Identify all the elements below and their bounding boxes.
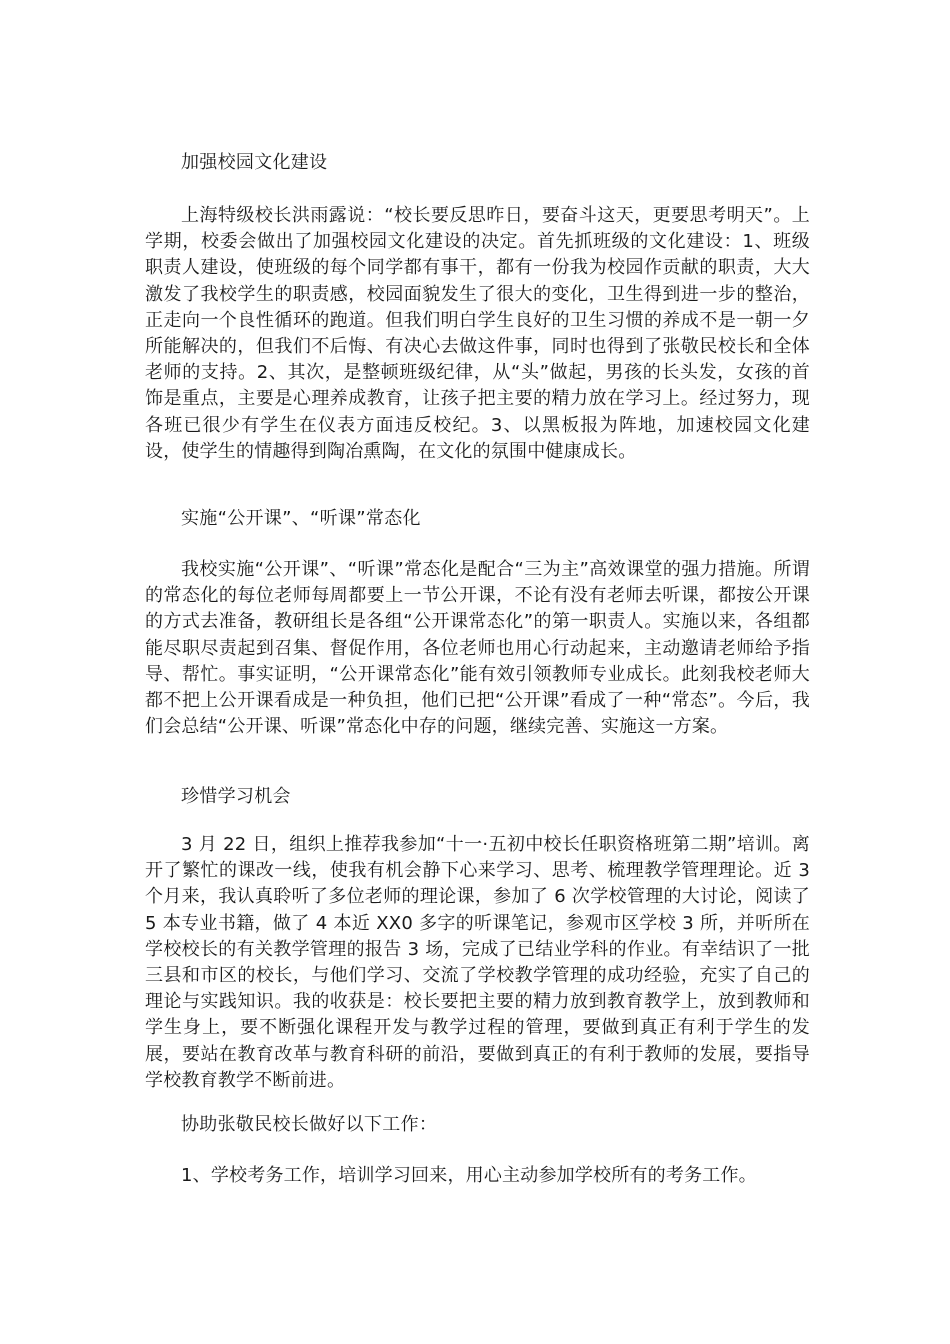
section-paragraph-open-class: 我校实施“公开课”、“听课”常态化是配合“三为主”高效课堂的强力措施。所谓的常态化的每位老师每周都要上一节公开课，不论有没有老师去听课，都按公开课的方式去准备，教研组长是各组“公开课常态化”的第一职责人。实施以来，各组都能尽职尽责起到召集、督促作用，各位老师也用心行动起来，主动邀请老师给予指导、帮忙。事实证明，“公开课常态化”能有效引领教师专业成长。此刻我校老师大都不把上公开课看成是一种负担，他们已把“公开课”看成了一种“常态”。今后，我们会总结“公开课、听课”常态化中存的问题，继续完善、实施这一方案。 — [145, 559, 810, 738]
section-paragraph-exam-affairs: 1、学校考务工作，培训学习回来，用心主动参加学校所有的考务工作。 — [181, 1165, 757, 1186]
section-heading-assist-principal: 协助张敬民校长做好以下工作： — [181, 1114, 438, 1135]
section-paragraph-learning-opportunity: 3 月 22 日，组织上推荐我参加“十一·五初中校长任职资格班第二期”培训。离开了繁忙的课改一线，使我有机会静下心来学习、思考、梳理教学管理理论。近 3 个月来，我认真聆听了多位老师的理论课，参加了 6 次学校管理的大讨论，阅读了 5 本专业书籍，做了 4 本近 XX0 多字的听课笔记，参观市区学校 3 所，并听所在学校校长的有关教学管理的报告 3 场，完成了已结业学科的作业。有幸结识了一批三县和市区的校长，与他们学习、交流了学校教学管理的成功经验，充实了自己的理论与实践知识。我的收获是：校长要把主要的精力放到教育教学上，放到教师和学生身上，要不断强化课程开发与教学过程的管理，要做到真正有利于学生的发展，要站在教育改革与教育科研的前沿，要做到真正的有利于教师的发展，要指导学校教育教学不断前进。 — [145, 834, 810, 1091]
section-heading-open-class: 实施“公开课”、“听课”常态化 — [181, 508, 421, 529]
section-heading-learning-opportunity: 珍惜学习机会 — [181, 786, 291, 807]
section-paragraph-campus-culture: 上海特级校长洪雨露说：“校长要反思昨日，要奋斗这天，更要思考明天”。上学期，校委会做出了加强校园文化建设的决定。首先抓班级的文化建设：1、班级职责人建设，使班级的每个同学都有事干，都有一份我为校园作贡献的职责，大大激发了我校学生的职责感，校园面貌发生了很大的变化，卫生得到进一步的整治，正走向一个良性循环的跑道。但我们明白学生良好的卫生习惯的养成不是一朝一夕所能解决的，但我们不后悔、有决心去做这件事，同时也得到了张敬民校长和全体老师的支持。2、其次，是整顿班级纪律，从“头”做起，男孩的长头发，女孩的首饰是重点，主要是心理养成教育，让孩子把主要的精力放在学习上。经过努力，现各班已很少有学生在仪表方面违反校纪。3、以黑板报为阵地，加速校园文化建设，使学生的情趣得到陶冶熏陶，在文化的氛围中健康成长。 — [145, 205, 810, 462]
section-heading-campus-culture: 加强校园文化建设 — [181, 152, 328, 173]
